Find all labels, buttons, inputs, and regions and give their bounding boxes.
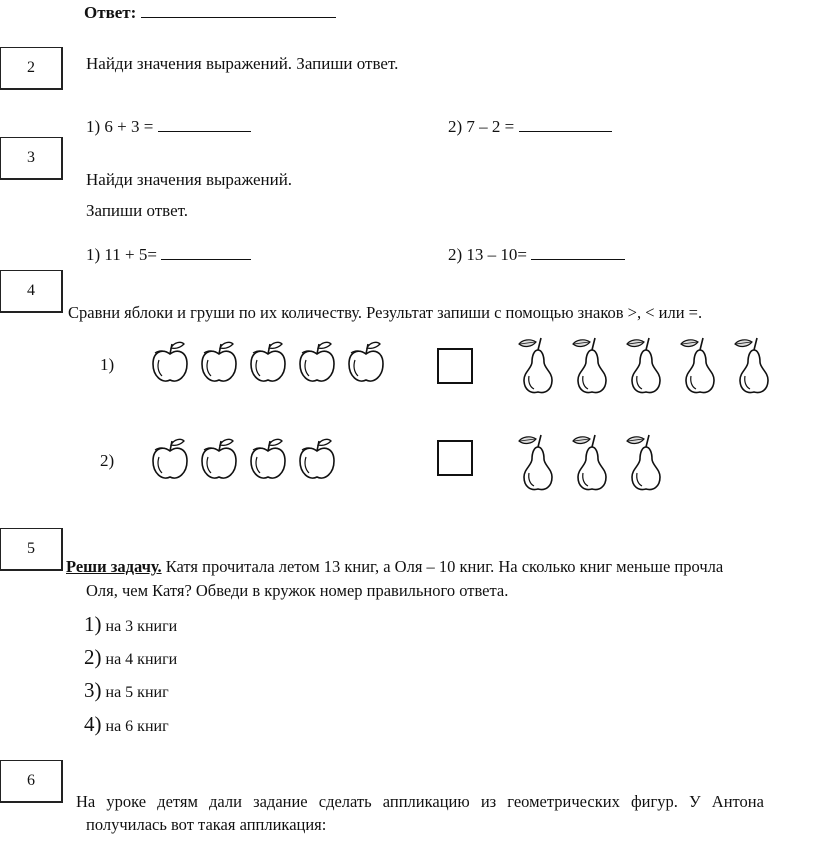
pear-icon	[518, 433, 558, 493]
task-text-line	[66, 557, 723, 577]
divider	[0, 312, 62, 313]
apple-icon	[150, 437, 190, 483]
row-label: 2)	[100, 451, 115, 470]
divider	[0, 802, 62, 803]
task-number: 6	[27, 772, 35, 789]
task-text-line: На уроке детям дали задание сделать аппликацию из геометрических фигур. У Антона	[76, 792, 764, 811]
divider	[62, 528, 63, 571]
task-number: 4	[27, 282, 35, 299]
answer-option[interactable]	[84, 712, 169, 737]
option-text: на 5 книг	[105, 684, 169, 701]
divider	[0, 570, 62, 571]
apple-icon	[248, 437, 288, 483]
apple-icon	[297, 340, 337, 386]
expression-1	[86, 117, 251, 137]
answer-blank[interactable]	[161, 245, 251, 260]
option-text: на 4 книги	[105, 651, 178, 668]
answer-label: Ответ:	[84, 3, 137, 22]
expression-1	[86, 245, 251, 265]
expression-text: 2) 7 – 2 =	[448, 117, 515, 136]
apple-icon	[248, 340, 288, 386]
pear-icon	[626, 433, 666, 493]
task-number-box	[0, 47, 62, 89]
task-number: 2	[27, 59, 35, 76]
apple-icon	[297, 437, 337, 483]
pear-icon	[680, 336, 720, 396]
task-instruction: Найди значения выражений. Запиши ответ.	[86, 54, 399, 73]
task-text-line: получилась вот такая аппликация:	[86, 815, 327, 834]
option-number: 1)	[84, 612, 102, 636]
task-text-line: Оля, чем Катя? Обведи в кружок номер правильного ответа.	[86, 581, 509, 600]
task-number-box	[0, 760, 62, 802]
task-number-box	[0, 270, 62, 312]
answer-blank[interactable]	[158, 117, 251, 132]
expression-text: 1) 6 + 3 =	[86, 117, 154, 136]
option-number: 2)	[84, 645, 102, 669]
task-instruction: Запиши ответ.	[86, 201, 189, 220]
compare-box[interactable]	[437, 440, 473, 476]
apple-icon	[150, 340, 190, 386]
answer-blank[interactable]	[519, 117, 612, 132]
expression-2	[448, 117, 612, 137]
answer-option[interactable]	[84, 678, 169, 703]
divider	[62, 137, 63, 180]
answer-blank[interactable]	[141, 3, 336, 18]
expression-2	[448, 245, 625, 265]
option-number: 3)	[84, 678, 102, 702]
apple-icon	[199, 340, 239, 386]
option-number: 4)	[84, 712, 102, 736]
answer-option[interactable]	[84, 645, 177, 670]
answer-line	[84, 3, 336, 23]
pear-icon	[572, 336, 612, 396]
apple-icon	[346, 340, 386, 386]
expression-text: 2) 13 – 10=	[448, 245, 527, 264]
pear-icon	[518, 336, 558, 396]
task-instruction: Найди значения выражений.	[86, 170, 293, 189]
option-text: на 6 книг	[105, 718, 169, 735]
compare-box[interactable]	[437, 348, 473, 384]
task-number: 5	[27, 540, 35, 557]
task-instruction: Сравни яблоки и груши по их количеству. Результат запиши с помощью знаков >, < или =.	[68, 303, 703, 322]
answer-option[interactable]	[84, 612, 177, 637]
answer-blank[interactable]	[531, 245, 625, 260]
task-lead: Реши задачу.	[66, 557, 162, 576]
task-number: 3	[27, 149, 35, 166]
pear-icon	[734, 336, 774, 396]
divider	[62, 270, 63, 313]
task-text: Катя прочитала летом 13 книг, а Оля – 10 книг. На сколько книг меньше прочла	[161, 557, 724, 576]
pear-icon	[626, 336, 666, 396]
divider	[62, 47, 63, 90]
divider	[62, 760, 63, 803]
row-label: 1)	[100, 355, 115, 374]
expression-text: 1) 11 + 5=	[86, 245, 157, 264]
pear-icon	[572, 433, 612, 493]
task-number-box	[0, 137, 62, 179]
divider	[0, 179, 62, 180]
option-text: на 3 книги	[105, 618, 178, 635]
apple-icon	[199, 437, 239, 483]
divider	[0, 89, 62, 90]
task-number-box	[0, 528, 62, 570]
